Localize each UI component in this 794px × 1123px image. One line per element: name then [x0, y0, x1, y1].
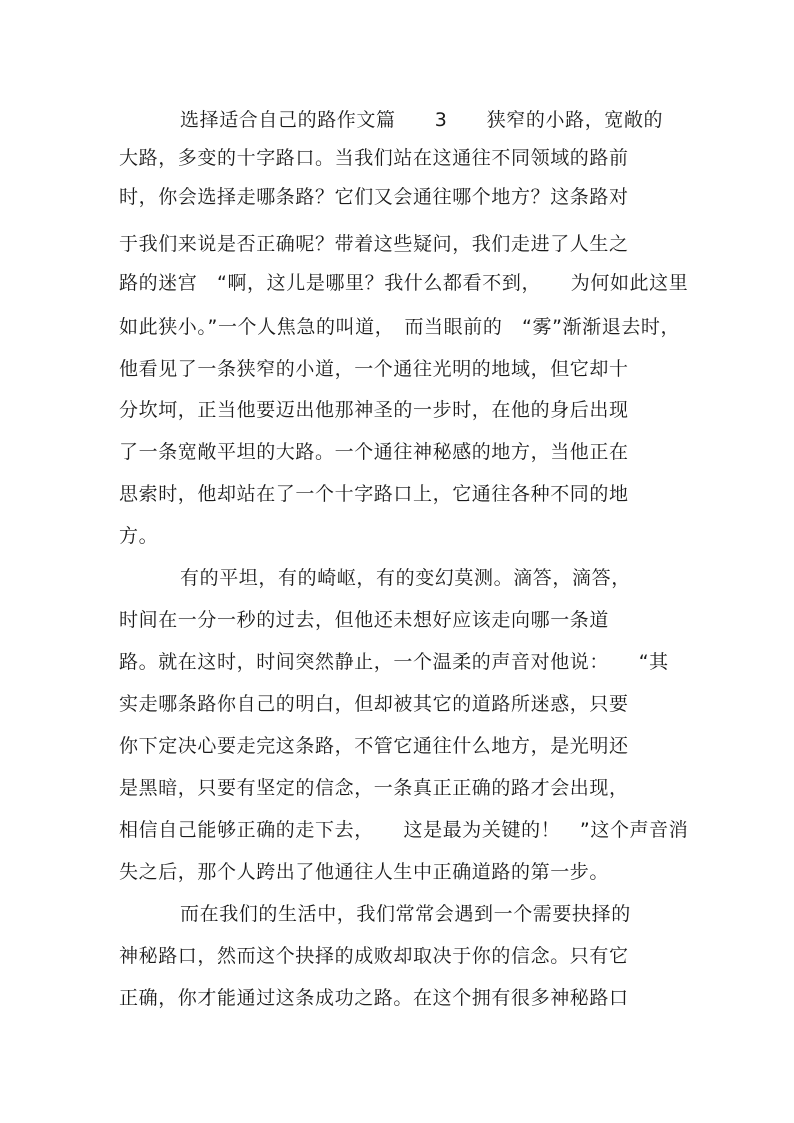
text-line: 而在我们的生活中，我们常常会遇到一个需要抉择的: [180, 903, 631, 925]
text-line: 时，你会选择走哪条路？它们又会通往哪个地方？这条路对: [119, 186, 629, 208]
text-line: 于我们来说是否正确呢？带着这些疑问，我们走进了人生之: [119, 233, 629, 255]
text-line: 选择适合自己的路作文篇 3 狭窄的小路，宽敞的: [180, 109, 664, 131]
text-line: 分坎坷，正当他要迈出他那神圣的一步时，在他的身后出现: [119, 399, 629, 421]
text-line: 大路，多变的十字路口。当我们站在这通往不同领域的路前: [119, 147, 629, 169]
text-line: 方。: [119, 525, 159, 547]
text-line: 路的迷宫 “啊，这儿是哪里？我什么都看不到， 为何如此这里: [119, 272, 689, 294]
text-line: 有的平坦，有的崎岖，有的变幻莫测。滴答，滴答，: [180, 567, 631, 589]
text-line: 失之后，那个人跨出了他通往人生中正确道路的第一步。: [119, 861, 610, 883]
text-line: 了一条宽敞平坦的大路。一个通往神秘感的地方，当他正在: [119, 441, 629, 463]
text-line: 他看见了一条狭窄的小道，一个通往光明的地域，但它却十: [119, 358, 629, 380]
text-line: 如此狭小。”一个人焦急的叫道， 而当眼前的 “雾”渐渐退去时，: [119, 316, 681, 338]
text-line: 思索时，他却站在了一个十字路口上，它通往各种不同的地: [119, 483, 629, 505]
text-line: 时间在一分一秒的过去，但他还未想好应该走向哪一条道: [119, 609, 610, 631]
text-line: 相信自己能够正确的走下去， 这是最为关键的！ ”这个声音消: [119, 819, 689, 841]
text-line: 是黑暗，只要有坚定的信念，一条真正正确的路才会出现，: [119, 777, 629, 799]
text-line: 神秘路口，然而这个抉择的成败却取决于你的信念。只有它: [119, 945, 629, 967]
text-line: 正确，你才能通过这条成功之路。在这个拥有很多神秘路口: [119, 987, 629, 1009]
text-line: 实走哪条路你自己的明白，但却被其它的道路所迷惑，只要: [119, 693, 629, 715]
text-line: 路。就在这时，时间突然静止，一个温柔的声音对他说： “其: [119, 651, 669, 673]
text-line: 你下定决心要走完这条路，不管它通往什么地方，是光明还: [119, 735, 629, 757]
